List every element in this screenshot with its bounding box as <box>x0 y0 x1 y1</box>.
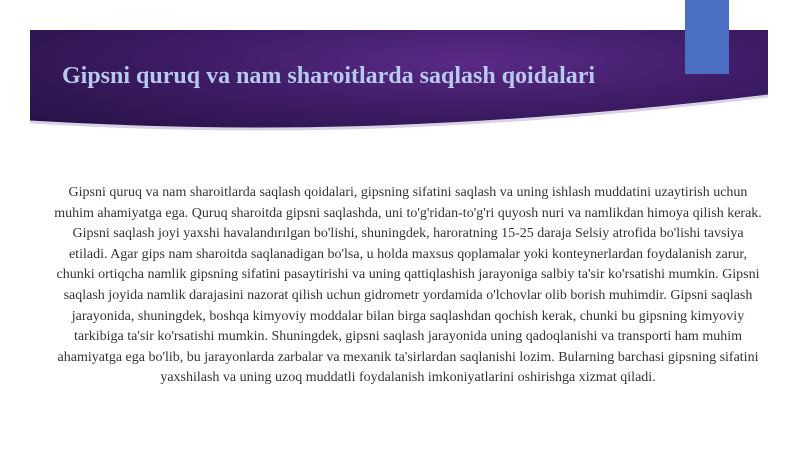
slide-title: Gipsni quruq va nam sharoitlarda saqlash qoidalari <box>62 63 596 89</box>
slide-body-text: Gipsni quruq va nam sharoitlarda saqlash qoidalari, gipsning sifatini saqlash va uning ishlash muddatini uzaytirish uchun muhim ahamiyatga ega. Quruq sharoitda gipsni saqlashda, uni to'g'ridan-to'g'ri quyosh nuri va namlikdan himoya qilish kerak. Gipsni saqlash joyi yaxshi havalandırılgan bo'lishi, shuningdek, haroratning 15-25 daraja Selsiy atrofida bo'lishi tavsiya etiladi. Agar gips nam sharoitda saqlanadigan bo'lsa, u holda maxsus qoplamalar yoki konteynerlardan foydalanish zarur, chunki ortiqcha namlik gipsning sifatini pasaytirishi va uning qattiqlashish jarayoniga salbiy ta'sir ko'rsatishi mumkin. Gipsni saqlash joyida namlik darajasini nazorat qilish uchun gidrometr yordamida o'lchovlar olib borish muhimdir. Gipsni saqlash jarayonida, shuningdek, boshqa kimyoviy moddalar bilan birga saqlashdan qochish kerak, chunki bu gipsning kimyoviy tarkibiga ta'sir ko'rsatishi mumkin. Shuningdek, gipsni saqlash jarayonida uning qadoqlanishi va transporti ham muhim ahamiyatga ega bo'lib, bu jarayonlarda zarbalar va mexanik ta'sirlardan saqlanishi lozim. Bularning barchasi gipsning sifatini yaxshilash va uning uzoq muddatli foydalanish imkoniyatlarini oshirishga xizmat qiladi. <box>54 185 762 386</box>
